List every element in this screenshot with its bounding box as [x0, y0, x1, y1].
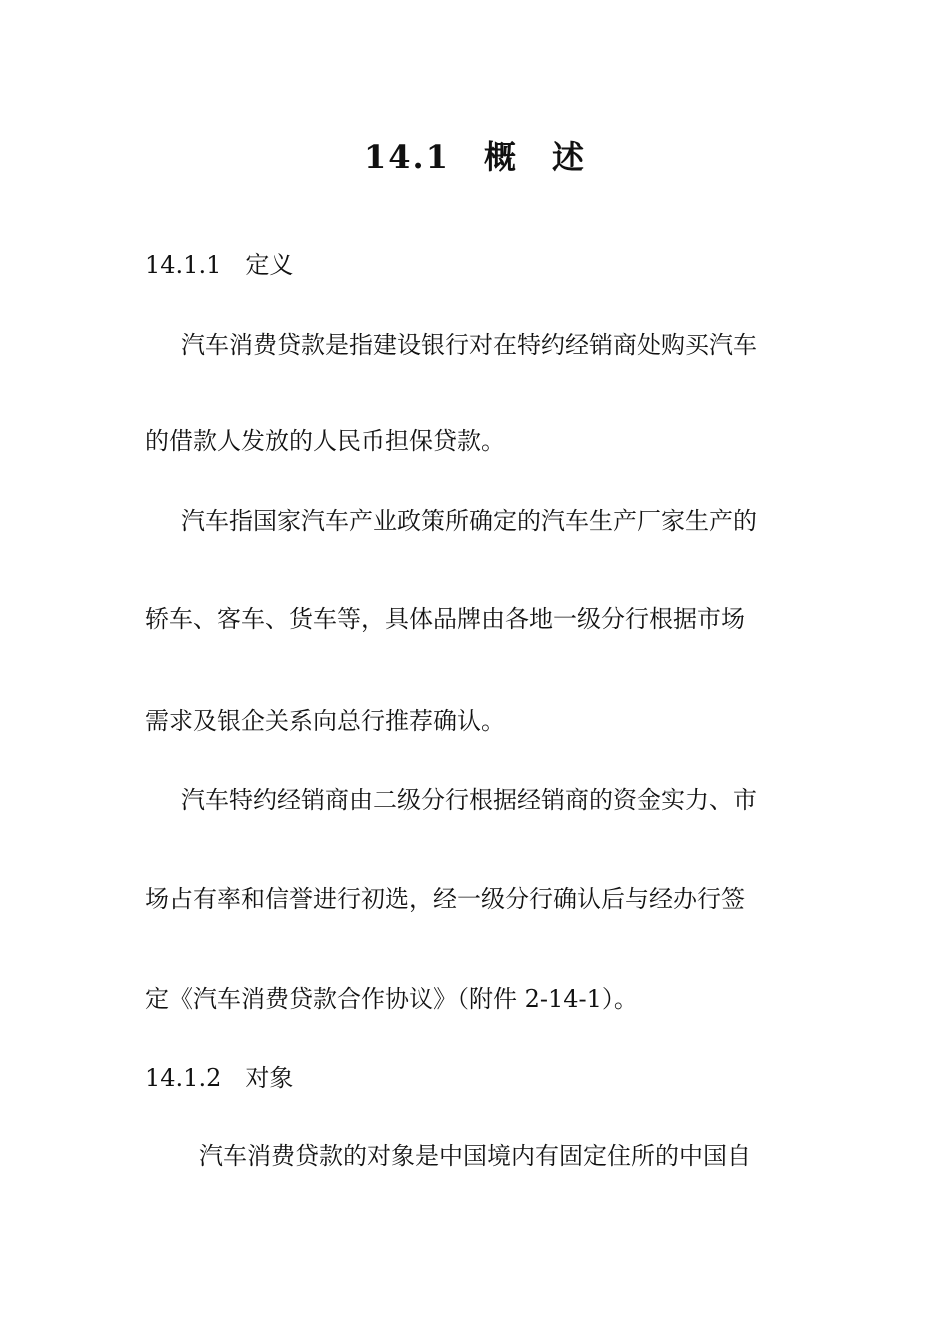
section-heading-definition: 14.1.1 定义 — [145, 251, 294, 279]
section-heading-object: 14.1.2 对象 — [145, 1064, 294, 1092]
paragraph-line: 的借款人发放的人民币担保贷款。 — [145, 427, 505, 455]
paragraph-line: 需求及银企关系向总行推荐确认。 — [145, 707, 505, 735]
paragraph-line: 场占有率和信誉进行初选，经一级分行确认后与经办行签 — [145, 885, 745, 913]
paragraph-line: 汽车特约经销商由二级分行根据经销商的资金实力、市 — [181, 786, 757, 814]
page-title: 14.1 概 述 — [364, 138, 586, 176]
paragraph-line: 定《汽车消费贷款合作协议》（附件 2-14-1）。 — [145, 985, 638, 1013]
paragraph-line: 汽车指国家汽车产业政策所确定的汽车生产厂家生产的 — [181, 507, 757, 535]
paragraph-line: 轿车、客车、货车等，具体品牌由各地一级分行根据市场 — [145, 605, 745, 633]
paragraph-line: 汽车消费贷款的对象是中国境内有固定住所的中国自 — [199, 1142, 751, 1170]
paragraph-line: 汽车消费贷款是指建设银行对在特约经销商处购买汽车 — [181, 331, 757, 359]
